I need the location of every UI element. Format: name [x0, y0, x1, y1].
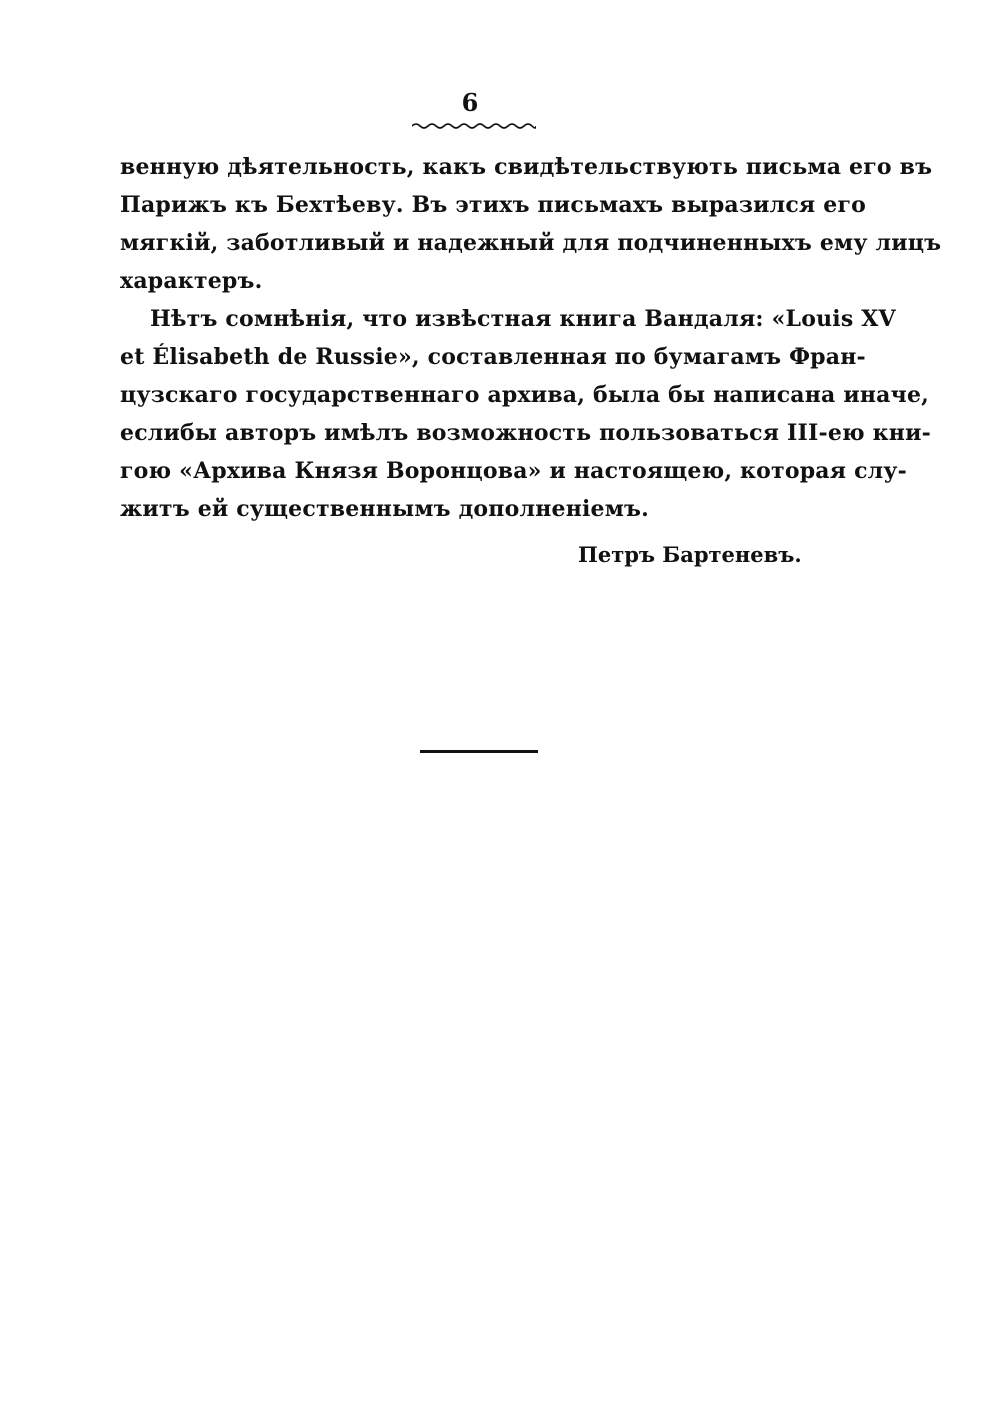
text-line: цузскаго государственнаго архива, была бы написана иначе, [120, 382, 929, 408]
page-number: 6 [461, 88, 479, 117]
text-line: мягкій, заботливый и надежный для подчиненныхъ ему лицъ [120, 230, 942, 256]
paragraph-1 [120, 148, 942, 300]
end-rule-divider [420, 750, 538, 753]
text-line: Парижъ къ Бехтѣеву. Въ этихъ письмахъ выразился его [120, 192, 866, 218]
wavy-rule-ornament [412, 120, 536, 130]
text-line: et Élisabeth de Russie», составленная по бумагамъ Фран- [120, 344, 866, 370]
author-signature: Петръ Бартеневъ. [578, 542, 802, 567]
text-line: еслибы авторъ имѣлъ возможность пользоваться III-ею кни- [120, 420, 931, 446]
text-line: житъ ей существеннымъ дополненіемъ. [120, 496, 649, 522]
paragraph-2 [120, 300, 931, 528]
text-line: венную дѣятельность, какъ свидѣтельствують письма его въ [120, 154, 933, 180]
body-text [120, 148, 942, 528]
text-line: характеръ. [120, 268, 263, 294]
text-line: гою «Архива Князя Воронцова» и настоящею, которая слу- [120, 458, 907, 484]
text-line: Нѣтъ сомнѣнія, что извѣстная книга Вандаля: «Louis XV [150, 306, 896, 332]
